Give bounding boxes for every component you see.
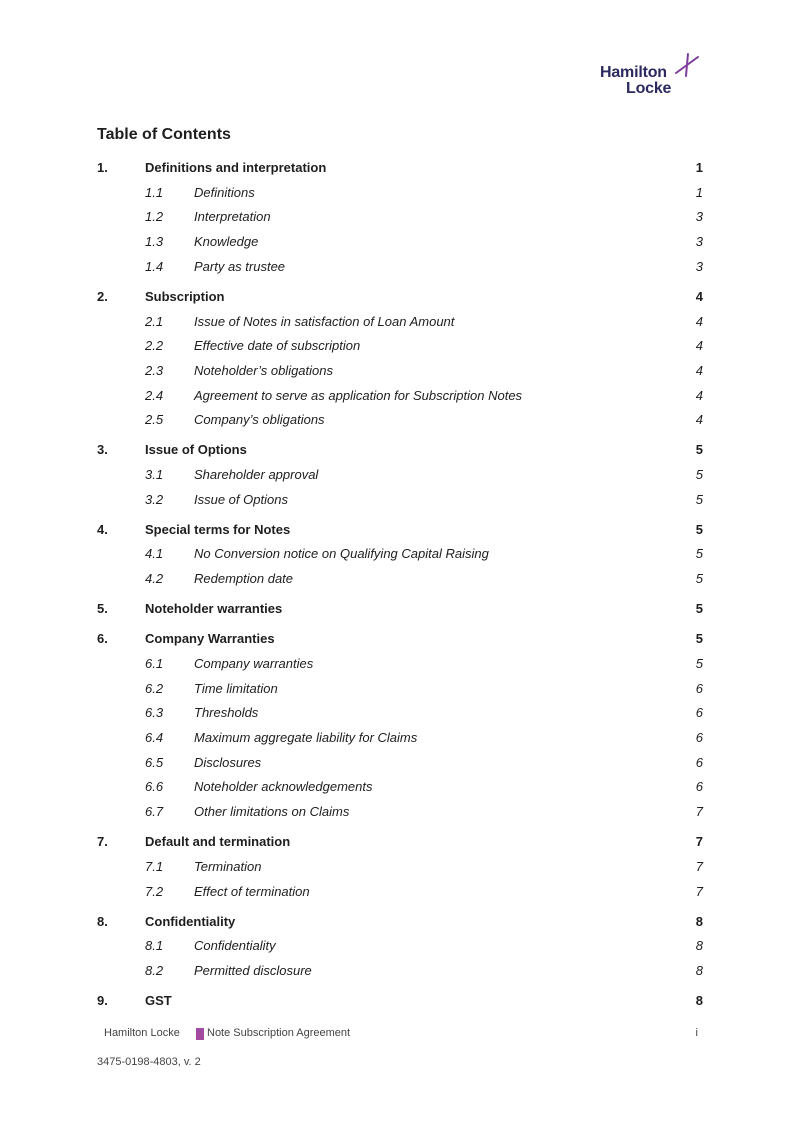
entry-page: 6: [695, 730, 703, 746]
toc-title: Table of Contents: [97, 126, 231, 143]
entry-page: 4: [695, 362, 703, 378]
entry-title: Redemption date: [194, 571, 294, 587]
entry-title: Thresholds: [194, 705, 259, 721]
entry-number: 6.6: [145, 779, 164, 795]
entry-title: Maximum aggregate liability for Claims: [194, 730, 418, 746]
entry-title: Effective date of subscription: [194, 338, 361, 354]
entry-number: 1.3: [145, 234, 164, 250]
toc-subsection-entry[interactable]: [97, 258, 703, 283]
entry-title: Default and termination: [145, 834, 291, 850]
entry-number: 2.5: [145, 412, 164, 428]
entry-title: Issue of Notes in satisfaction of Loan Amount: [194, 313, 455, 329]
entry-number: 2.3: [145, 362, 164, 378]
toc-subsection-entry[interactable]: [97, 208, 703, 233]
entry-page: 3: [695, 258, 703, 274]
entry-title: Definitions: [194, 184, 255, 200]
entry-number: 6.: [97, 631, 108, 647]
entry-page: 6: [695, 779, 703, 795]
entry-page: 5: [695, 491, 703, 507]
entry-title: Noteholder warranties: [145, 601, 283, 617]
entry-page: 8: [695, 913, 703, 929]
toc-subsection-entry[interactable]: [97, 778, 703, 803]
entry-number: 9.: [97, 993, 108, 1009]
entry-number: 1.: [97, 160, 108, 175]
entry-number: 8.2: [145, 963, 164, 979]
footer-firm: Hamilton Locke: [104, 1027, 180, 1039]
entry-title: Other limitations on Claims: [194, 804, 350, 820]
toc-subsection-entry[interactable]: [97, 491, 703, 516]
table-of-contents: [97, 159, 703, 1017]
entry-title: Party as trustee: [194, 258, 286, 274]
entry-page: 3: [695, 234, 703, 250]
entry-page: 5: [695, 631, 703, 647]
entry-page: 6: [695, 680, 703, 696]
entry-title: GST: [145, 993, 172, 1009]
entry-page: 4: [695, 313, 703, 329]
toc-section-entry[interactable]: [97, 159, 703, 184]
toc-section-entry[interactable]: [97, 600, 703, 625]
entry-number: 5.: [97, 601, 108, 617]
footer-accent-block: [196, 1028, 204, 1040]
entry-number: 6.1: [145, 656, 164, 672]
entry-number: 2.4: [145, 387, 164, 403]
entry-page: 4: [695, 338, 703, 354]
entry-title: Company warranties: [194, 656, 314, 672]
entry-page: 4: [695, 412, 703, 428]
entry-title: Special terms for Notes: [145, 521, 291, 537]
toc-subsection-entry[interactable]: [97, 937, 703, 962]
toc-subsection-entry[interactable]: [97, 233, 703, 258]
toc-subsection-entry[interactable]: [97, 704, 703, 729]
footer-page-number: i: [695, 1027, 698, 1039]
toc-section-entry[interactable]: [97, 288, 703, 313]
logo-star-icon: [674, 52, 702, 78]
entry-page: 8: [695, 938, 703, 954]
entry-title: Issue of Options: [194, 491, 288, 507]
entry-number: 3.1: [145, 467, 164, 483]
entry-page: 5: [695, 601, 703, 617]
toc-section-entry[interactable]: [97, 833, 703, 858]
entry-number: 7.: [97, 834, 108, 850]
entry-title: Knowledge: [194, 234, 259, 250]
toc-subsection-entry[interactable]: [97, 313, 703, 338]
entry-page: 5: [695, 467, 703, 483]
entry-title: Noteholder acknowledgements: [194, 779, 373, 795]
entry-number: 7.1: [145, 858, 164, 874]
entry-title: Company’s obligations: [194, 412, 325, 428]
toc-subsection-entry[interactable]: [97, 883, 703, 908]
toc-section-entry[interactable]: [97, 630, 703, 655]
entry-number: 6.7: [145, 804, 164, 820]
entry-number: 4.: [97, 521, 108, 537]
toc-subsection-entry[interactable]: [97, 545, 703, 570]
entry-number: 8.1: [145, 938, 164, 954]
entry-title: Permitted disclosure: [194, 963, 312, 979]
toc-subsection-entry[interactable]: [97, 362, 703, 387]
toc-section-entry[interactable]: [97, 913, 703, 938]
entry-page: 3: [695, 209, 703, 225]
toc-subsection-entry[interactable]: [97, 858, 703, 883]
toc-subsection-entry[interactable]: [97, 803, 703, 828]
entry-title: No Conversion notice on Qualifying Capital Raising: [194, 546, 489, 562]
toc-subsection-entry[interactable]: [97, 962, 703, 987]
entry-number: 4.2: [145, 571, 164, 587]
entry-title: Issue of Options: [145, 442, 247, 458]
entry-page: 7: [695, 834, 703, 850]
entry-number: 8.: [97, 913, 108, 929]
entry-page: 5: [695, 656, 703, 672]
footer-document-title: Note Subscription Agreement: [207, 1027, 351, 1039]
entry-page: 5: [695, 521, 703, 537]
entry-number: 6.4: [145, 730, 164, 746]
toc-subsection-entry[interactable]: [97, 466, 703, 491]
entry-title: Definitions and interpretation: [145, 160, 327, 175]
logo-text-line1: Hamilton: [600, 64, 667, 81]
entry-title: Effect of termination: [194, 883, 310, 899]
entry-page: 1: [695, 184, 703, 200]
entry-page: 8: [695, 993, 703, 1009]
entry-page: 5: [695, 571, 703, 587]
entry-number: 7.2: [145, 883, 164, 899]
entry-page: 7: [695, 804, 703, 820]
entry-page: 6: [695, 705, 703, 721]
toc-subsection-entry[interactable]: [97, 387, 703, 412]
entry-title: Agreement to serve as application for Subscription Notes: [194, 387, 523, 403]
entry-title: Time limitation: [194, 680, 278, 696]
entry-number: 3.: [97, 442, 108, 458]
document-id: 3475-0198-4803, v. 2: [97, 1056, 201, 1068]
logo-text-line2: Locke: [626, 80, 672, 97]
toc-subsection-entry[interactable]: [97, 411, 703, 436]
entry-title: Shareholder approval: [194, 467, 319, 483]
entry-title: Confidentiality: [194, 938, 276, 954]
entry-number: 2.2: [145, 338, 164, 354]
entry-number: 6.5: [145, 754, 164, 770]
toc-subsection-entry[interactable]: [97, 570, 703, 595]
entry-title: Interpretation: [194, 209, 271, 225]
toc-subsection-entry[interactable]: [97, 655, 703, 680]
entry-page: 6: [695, 754, 703, 770]
entry-number: 1.4: [145, 258, 164, 274]
toc-subsection-entry[interactable]: [97, 729, 703, 754]
toc-section-entry[interactable]: [97, 521, 703, 546]
toc-section-entry[interactable]: [97, 441, 703, 466]
entry-title: Disclosures: [194, 754, 262, 770]
entry-page: 8: [695, 963, 703, 979]
entry-number: 4.1: [145, 546, 164, 562]
entry-title: Company Warranties: [145, 631, 275, 647]
toc-section-entry[interactable]: [97, 992, 703, 1017]
entry-page: 4: [695, 288, 703, 304]
entry-page: 7: [695, 858, 703, 874]
entry-number: 3.2: [145, 491, 164, 507]
entry-page: 1: [695, 160, 703, 175]
entry-title: Confidentiality: [145, 913, 236, 929]
entry-title: Noteholder’s obligations: [194, 362, 334, 378]
entry-number: 2.1: [145, 313, 164, 329]
entry-title: Subscription: [145, 288, 225, 304]
entry-number: 1.2: [145, 209, 164, 225]
hamilton-locke-logo: [600, 52, 705, 98]
toc-subsection-entry[interactable]: [97, 184, 703, 209]
entry-title: Termination: [194, 858, 262, 874]
entry-page: 5: [695, 546, 703, 562]
entry-page: 7: [695, 883, 703, 899]
entry-number: 6.2: [145, 680, 164, 696]
entry-number: 6.3: [145, 705, 164, 721]
entry-number: 2.: [97, 288, 108, 304]
toc-subsection-entry[interactable]: [97, 754, 703, 779]
toc-subsection-entry[interactable]: [97, 680, 703, 705]
toc-subsection-entry[interactable]: [97, 337, 703, 362]
entry-page: 5: [695, 442, 703, 458]
entry-page: 4: [695, 387, 703, 403]
entry-number: 1.1: [145, 184, 164, 200]
